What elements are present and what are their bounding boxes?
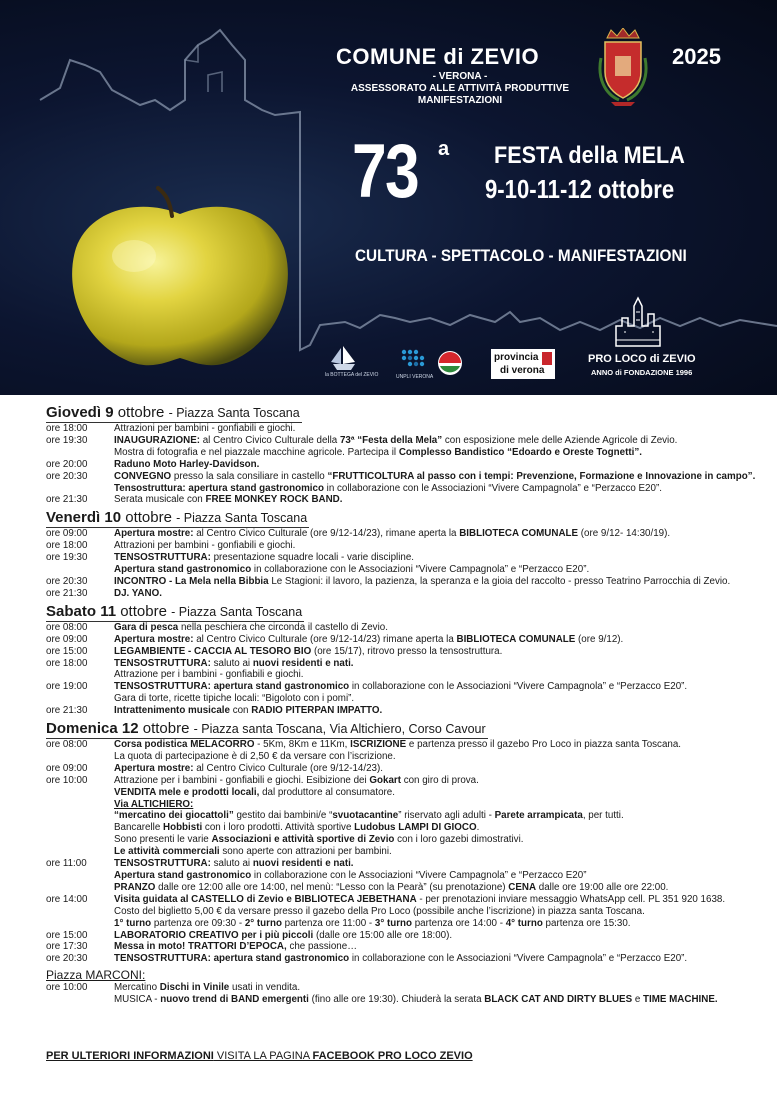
comune-title: COMUNE di ZEVIO xyxy=(336,44,540,69)
event-text: che passione… xyxy=(286,941,357,953)
event-description xyxy=(114,846,756,858)
event-time xyxy=(46,882,114,894)
day-location: - Piazza santa Toscana, Via Altichiero, Corso Cavour xyxy=(193,722,486,737)
event-time xyxy=(46,834,114,846)
event-text: “FRUTTICOLTURA al passo con i tempi: Prevenzione, Formazione e Innovazione in campo”. xyxy=(327,470,756,482)
event-text: CONVEGNO xyxy=(114,470,172,482)
event-text: Serata musicale con xyxy=(114,494,206,506)
day-name: Venerdì xyxy=(46,509,101,527)
event-time: ore 14:00 xyxy=(46,893,88,905)
day-name: Sabato xyxy=(46,602,97,620)
boat-icon xyxy=(325,342,365,372)
event-description xyxy=(114,906,756,918)
piazza-marconi-heading: Piazza MARCONI: xyxy=(46,968,146,983)
event-time xyxy=(46,822,114,834)
event-time: ore 19:30 xyxy=(46,434,88,446)
event-description xyxy=(114,930,756,942)
province-label: - VERONA - xyxy=(432,71,488,82)
event-text: partenza ore 09:30 - xyxy=(151,917,245,929)
event-description xyxy=(114,423,756,435)
event-time: ore 19:00 xyxy=(46,681,88,693)
event-text: 73ª “Festa della Mela” xyxy=(339,434,443,446)
provincia-label: provincia xyxy=(494,352,539,363)
day-location: - Piazza Santa Toscana xyxy=(168,406,300,420)
event-text: Apertura stand gastronomico xyxy=(114,564,252,576)
event-description xyxy=(114,483,756,495)
edition-number: 73 xyxy=(352,129,419,214)
event-description xyxy=(114,763,756,775)
event-text: con i loro gazebi dimostrativi. xyxy=(394,834,524,846)
schedule-row xyxy=(46,941,756,953)
schedule-row xyxy=(46,588,756,600)
event-text: Dischi in Vinile xyxy=(159,982,230,994)
schedule-row xyxy=(46,634,756,646)
event-title: FESTA della MELA xyxy=(494,142,685,169)
footer-info-mid: VISITA LA PAGINA xyxy=(213,1050,313,1062)
schedule-row xyxy=(46,882,756,894)
event-time xyxy=(46,906,114,918)
event-description xyxy=(114,681,756,693)
schedule-row xyxy=(46,459,756,471)
event-text: al Centro Civico Culturale (ore 9/12-14/23) rimane aperta la xyxy=(193,633,457,645)
event-text: 2° turno xyxy=(244,917,282,929)
day-name: Domenica xyxy=(46,720,118,738)
event-description xyxy=(114,552,756,564)
event-description xyxy=(114,787,756,799)
event-time xyxy=(46,799,114,811)
event-text: nuovi residenti e nati. xyxy=(252,657,354,669)
day-number: 9 xyxy=(105,404,114,421)
event-description xyxy=(114,775,756,787)
event-text: ” riservato agli adulti - xyxy=(398,810,495,822)
event-description xyxy=(114,669,756,681)
event-description xyxy=(114,941,756,953)
event-text: Via ALTICHIERO: xyxy=(114,798,194,810)
event-text: saluto ai xyxy=(210,858,253,870)
event-text: Visita guidata al CASTELLO di Zevio e BIBLIOTECA JEBETHANA xyxy=(114,893,417,905)
event-text: (ore 9/12- 14:30/19). xyxy=(578,528,671,540)
event-text: LEGAMBIENTE - CACCIA AL TESORO BIO xyxy=(114,645,312,657)
event-text: MUSICA - xyxy=(114,994,161,1006)
event-time: ore 19:30 xyxy=(46,552,88,564)
pro-loco-founded: ANNO di FONDAZIONE 1996 xyxy=(591,368,693,377)
schedule-row xyxy=(46,858,756,870)
day-heading xyxy=(46,509,309,528)
schedule-row xyxy=(46,846,756,858)
event-description xyxy=(114,471,756,483)
event-description xyxy=(114,894,756,906)
day-number: 10 xyxy=(104,509,122,527)
event-description xyxy=(114,834,756,846)
apple-icon xyxy=(62,186,298,372)
day-month: ottobre xyxy=(117,404,165,421)
round-emblem-icon xyxy=(437,350,463,376)
event-description xyxy=(114,435,756,447)
event-text: partenza ore 11:00 - xyxy=(281,917,375,929)
zevio-crest-icon xyxy=(597,28,649,106)
schedule-row xyxy=(46,953,756,965)
event-text: dalle ore 12:00 alle ore 14:00, nel menù: “Lesso con la Pearà” (su prenotazione) xyxy=(155,881,509,893)
event-description xyxy=(114,870,756,882)
event-text: (dalle ore 15:00 alle ore 18:00). xyxy=(313,929,453,941)
event-time: ore 18:00 xyxy=(46,657,88,669)
event-text: Attrazioni per bambini - gonfiabili e giochi. xyxy=(114,540,296,552)
event-time: ore 10:00 xyxy=(46,982,88,994)
schedule-row xyxy=(46,775,756,787)
unpli-caption: UNPLI VERONA xyxy=(396,374,434,380)
event-text: LABORATORIO CREATIVO per i più piccoli xyxy=(114,929,314,941)
event-text: VENDITA mele e prodotti locali, xyxy=(114,786,260,798)
event-text: Complesso Bandistico “Edoardo e Oreste Tognetti”. xyxy=(398,446,642,458)
event-text: Messa in moto! TRATTORI D’EPOCA, xyxy=(114,941,287,953)
hero-banner xyxy=(0,0,777,395)
event-text: in collaborazione con le Associazioni “Vivere Campagnola” e “Perzacco E20” xyxy=(251,870,587,881)
day-heading xyxy=(46,720,488,739)
event-text: presso la sala consiliare in castello xyxy=(171,470,328,482)
schedule-row xyxy=(46,787,756,799)
event-text: Tensostruttura: apertura stand gastronomico xyxy=(114,482,324,494)
event-text: con i loro prodotti. Attività sportive xyxy=(202,822,355,834)
schedule-row xyxy=(46,751,756,763)
event-description xyxy=(114,658,756,670)
schedule-row xyxy=(46,681,756,693)
event-text: BIBLIOTECA COMUNALE xyxy=(459,528,579,540)
event-text: Raduno Moto Harley-Davidson. xyxy=(114,458,260,470)
event-text: Costo del biglietto 5,00 € da versare presso il gazebo della Pro Loco (possibile anche l’iscrizione) in piazza santa Toscana. xyxy=(114,905,645,917)
event-text: PRANZO xyxy=(114,881,156,893)
event-text: saluto ai xyxy=(210,657,253,669)
event-text: dal produttore al consumatore. xyxy=(259,786,395,798)
event-text: Apertura mostre: xyxy=(114,528,194,540)
event-time: ore 15:00 xyxy=(46,645,88,657)
schedule-row xyxy=(46,705,756,717)
event-time xyxy=(46,447,114,459)
event-text: Associazioni e attività sportive di Zevio xyxy=(211,834,395,846)
event-time xyxy=(46,870,114,882)
event-text: DJ. YANO. xyxy=(114,587,162,599)
event-time: ore 10:00 xyxy=(46,774,88,786)
event-text: Intrattenimento musicale xyxy=(114,705,230,717)
event-text: nella peschiera che circonda il castello di Zevio. xyxy=(178,621,388,633)
facebook-link[interactable]: FACEBOOK PRO LOCO ZEVIO xyxy=(312,1050,473,1062)
event-description xyxy=(114,576,756,588)
day-number: 11 xyxy=(100,602,117,620)
event-dates: 9-10-11-12 ottobre xyxy=(485,174,675,204)
event-time xyxy=(46,994,114,1006)
event-description xyxy=(114,918,756,930)
event-time: ore 21:30 xyxy=(46,494,88,506)
event-time xyxy=(46,751,114,763)
event-time xyxy=(46,693,114,705)
event-text: Le attività commerciali xyxy=(114,846,220,858)
event-description xyxy=(114,564,756,576)
event-description xyxy=(114,982,756,994)
day-location: - Piazza Santa Toscana xyxy=(176,511,308,526)
day-number: 12 xyxy=(121,720,139,738)
event-description xyxy=(114,459,756,471)
day-name: Giovedì xyxy=(46,404,102,421)
event-text: RADIO PITERPAN IMPATTO. xyxy=(251,705,383,717)
event-time: ore 20:00 xyxy=(46,458,88,470)
event-text: Ludobus LAMPI DI GIOCO xyxy=(354,822,477,834)
schedule-row xyxy=(46,552,756,564)
event-description xyxy=(114,858,756,870)
day-month: ottobre xyxy=(120,602,167,620)
event-description xyxy=(114,705,756,717)
event-text: Mostra di fotografia e nel piazzale macchine agricole. Partecipa il xyxy=(114,446,399,458)
schedule-row xyxy=(46,870,756,882)
event-text: gestito dai bambini/e “ xyxy=(233,810,333,822)
schedule-row xyxy=(46,447,756,459)
event-text: usati in vendita. xyxy=(229,982,301,994)
day-heading xyxy=(46,603,304,622)
event-time xyxy=(46,810,114,822)
event-time xyxy=(46,846,114,858)
dots-pattern-icon xyxy=(398,346,432,372)
event-description xyxy=(114,953,756,965)
event-text: TIME MACHINE. xyxy=(643,994,718,1006)
edition-year: 2025 xyxy=(672,44,721,69)
event-description xyxy=(114,739,756,751)
event-time: ore 11:00 xyxy=(46,858,87,870)
event-time: ore 17:30 xyxy=(46,941,88,953)
event-time xyxy=(46,787,114,799)
event-time: ore 20:30 xyxy=(46,953,88,965)
event-text: INCONTRO - La Mela nella Bibbia xyxy=(114,575,269,587)
schedule-row xyxy=(46,576,756,588)
day-month: ottobre xyxy=(125,509,172,527)
event-description xyxy=(114,822,756,834)
schedule-row xyxy=(46,739,756,751)
event-text: nuovi residenti e nati. xyxy=(252,858,354,870)
event-text: BLACK CAT AND DIRTY BLUES xyxy=(484,994,633,1006)
footer-info xyxy=(46,1050,473,1062)
schedule-row xyxy=(46,810,756,822)
event-description xyxy=(114,693,756,705)
event-text: La quota di partecipazione è di 2,50 € da versare con l’iscrizione. xyxy=(114,750,396,762)
event-text: Mercatino xyxy=(114,982,160,994)
event-description xyxy=(114,622,756,634)
schedule-row xyxy=(46,982,756,994)
event-tagline: CULTURA - SPETTACOLO - MANIFESTAZIONI xyxy=(355,246,687,265)
event-text: Apertura mostre: xyxy=(114,633,194,645)
event-text: Apertura mostre: xyxy=(114,762,194,774)
event-description xyxy=(114,751,756,763)
schedule-row xyxy=(46,483,756,495)
schedule-row xyxy=(46,894,756,906)
provincia-verona-logo xyxy=(491,349,555,379)
schedule-row xyxy=(46,435,756,447)
event-text: al Centro Civico Culturale (ore 9/12-14/23), rimane aperta la xyxy=(193,528,460,540)
bottega-caption: la BOTTEGA del ZEVIO xyxy=(325,372,379,378)
event-text: in collaborazione con le Associazioni “Vivere Campagnola” e “Perzacco E20”. xyxy=(251,564,590,576)
event-time xyxy=(46,564,114,576)
event-text: - 5Km, 8Km e 11Km, xyxy=(254,739,351,751)
event-description xyxy=(114,494,756,506)
schedule-row xyxy=(46,799,756,811)
schedule-row xyxy=(46,540,756,552)
event-time: ore 20:30 xyxy=(46,470,88,482)
schedule-row xyxy=(46,669,756,681)
event-time: ore 20:30 xyxy=(46,575,88,587)
schedule-row xyxy=(46,906,756,918)
event-text: dalle ore 19:00 alle ore 22:00. xyxy=(536,881,669,893)
event-description xyxy=(114,882,756,894)
event-text: Parete arrampicata xyxy=(494,810,583,822)
assessorato-block xyxy=(336,71,584,107)
day-month: ottobre xyxy=(142,720,190,738)
event-text: presentazione squadre locali - varie discipline. xyxy=(210,552,414,564)
event-text: e xyxy=(632,994,644,1006)
schedule-row xyxy=(46,494,756,506)
schedule-row xyxy=(46,528,756,540)
event-description xyxy=(114,994,756,1006)
event-text: INAUGURAZIONE: xyxy=(114,434,200,446)
event-text: Corsa podistica MELACORRO xyxy=(114,739,255,751)
event-text: in collaborazione con le Associazioni “Vivere Campagnola” e “Perzacco E20”. xyxy=(349,953,688,965)
event-text: (ore 9/12). xyxy=(575,633,624,645)
event-text: e partenza presso il gazebo Pro Loco in piazza santa Toscana. xyxy=(406,739,682,751)
event-time: ore 08:00 xyxy=(46,621,88,633)
event-text: Bancarelle xyxy=(114,822,164,834)
manifestazioni-label: MANIFESTAZIONI xyxy=(417,95,503,106)
event-time: ore 18:00 xyxy=(46,423,88,434)
event-text: sono aperte con attrazioni per bambini. xyxy=(219,846,392,858)
event-description xyxy=(114,634,756,646)
event-text: nuovo trend di BAND emergenti xyxy=(160,994,309,1006)
provincia-crest-icon xyxy=(542,352,552,365)
schedule-row xyxy=(46,622,756,634)
event-time: ore 15:00 xyxy=(46,929,88,941)
event-text: 1° turno xyxy=(114,917,152,929)
schedule-row xyxy=(46,918,756,930)
schedule-row xyxy=(46,423,756,435)
event-text: BIBLIOTECA COMUNALE xyxy=(456,633,576,645)
event-program xyxy=(46,401,756,1006)
schedule-row xyxy=(46,693,756,705)
event-text: (ore 15/17), ritrovo presso la tensostruttura. xyxy=(311,645,503,657)
event-text: 3° turno xyxy=(374,917,413,929)
event-text: Attrazioni per bambini - gonfiabili e giochi. xyxy=(114,423,296,434)
event-text: FREE MONKEY ROCK BAND. xyxy=(205,494,343,506)
event-description xyxy=(114,447,756,459)
event-text: TENSOSTRUTTURA: xyxy=(114,858,211,870)
verona-label: di verona xyxy=(500,365,545,376)
event-text: svuotacantine xyxy=(332,810,399,822)
unpli-logo xyxy=(398,346,438,382)
event-description xyxy=(114,799,756,811)
event-text: Le Stagioni: il lavoro, la pazienza, la speranza e la gioia del raccolto - presso Teatrino Parrocchia di Zevio. xyxy=(268,575,731,587)
event-text: (fino alle ore 19:30). Chiuderà la serata xyxy=(308,994,485,1006)
event-text: . xyxy=(476,822,480,834)
event-text: al Centro Civico Culturale (ore 9/12-14/23). xyxy=(193,762,383,774)
schedule-row xyxy=(46,658,756,670)
event-text: Gara di torte, ricette tipiche locali: “Bigoloto con i pomi”. xyxy=(114,693,355,705)
event-time xyxy=(46,918,114,930)
event-text: Attrazione per i bambini - gonfiabili e giochi. Esibizione dei xyxy=(114,774,370,786)
event-text: Sono presenti le varie xyxy=(114,834,212,846)
event-time: ore 09:00 xyxy=(46,633,88,645)
event-text: ISCRIZIONE xyxy=(350,739,407,751)
event-text: Gokart xyxy=(369,774,401,786)
event-text: in collaborazione con le Associazioni “Vivere Campagnola” e “Perzacco E20”. xyxy=(323,482,662,494)
bottega-logo xyxy=(325,342,379,382)
event-time: ore 21:30 xyxy=(46,587,88,599)
schedule-row xyxy=(46,564,756,576)
event-text: “mercatino dei giocattoli” xyxy=(114,810,234,822)
pro-loco-town-icon xyxy=(612,296,664,352)
day-location: - Piazza Santa Toscana xyxy=(171,604,303,619)
event-description xyxy=(114,646,756,658)
event-text: in collaborazione con le Associazioni “Vivere Campagnola” e “Perzacco E20”. xyxy=(349,681,688,693)
event-text: TENSOSTRUTTURA: xyxy=(114,552,211,564)
event-time: ore 09:00 xyxy=(46,762,88,774)
event-text: TENSOSTRUTTURA: apertura stand gastronomico xyxy=(114,953,350,965)
schedule-row xyxy=(46,471,756,483)
event-text: 4° turno xyxy=(505,917,543,929)
event-time: ore 08:00 xyxy=(46,739,88,751)
event-time xyxy=(46,669,114,681)
event-text: , per tutti. xyxy=(582,810,624,822)
event-text: CENA xyxy=(508,881,537,893)
event-description xyxy=(114,588,756,600)
event-time xyxy=(46,483,114,495)
schedule-row xyxy=(46,930,756,942)
event-text: TENSOSTRUTTURA: apertura stand gastronomico xyxy=(114,681,350,693)
event-text: Attrazione per i bambini - gonfiabili e giochi. xyxy=(114,669,304,681)
event-text: TENSOSTRUTTURA: xyxy=(114,657,211,669)
event-text: con giro di prova. xyxy=(400,774,479,786)
event-time: ore 18:00 xyxy=(46,540,88,552)
event-text: Gara di pesca xyxy=(114,621,179,633)
event-text: con esposizione mele delle Aziende Agricole di Zevio. xyxy=(442,434,678,446)
event-description xyxy=(114,810,756,822)
event-time: ore 09:00 xyxy=(46,528,88,540)
event-description xyxy=(114,540,756,552)
event-text: Apertura stand gastronomico xyxy=(114,870,252,881)
event-time: ore 21:30 xyxy=(46,705,88,717)
event-text: Hobbisti xyxy=(163,822,203,834)
schedule-row xyxy=(46,763,756,775)
event-text: partenza ore 14:00 - xyxy=(412,917,506,929)
assessorato-label: ASSESSORATO ALLE ATTIVITÀ PRODUTTIVE xyxy=(350,83,570,94)
day-heading xyxy=(46,404,302,423)
event-text: con xyxy=(229,705,252,717)
event-text: - per prenotazioni inviare messaggio WhatsApp cell. PL 351 920 1638. xyxy=(416,893,726,905)
schedule-row xyxy=(46,834,756,846)
edition-superscript: a xyxy=(438,138,450,160)
schedule-row xyxy=(46,822,756,834)
event-text: al Centro Civico Culturale della xyxy=(200,434,340,446)
event-text: partenza ore 15:30. xyxy=(542,917,631,929)
schedule-row xyxy=(46,646,756,658)
schedule-row xyxy=(46,994,756,1006)
event-description xyxy=(114,528,756,540)
footer-info-lead: PER ULTERIORI INFORMAZIONI xyxy=(46,1050,214,1062)
pro-loco-name: PRO LOCO di ZEVIO xyxy=(588,353,696,365)
